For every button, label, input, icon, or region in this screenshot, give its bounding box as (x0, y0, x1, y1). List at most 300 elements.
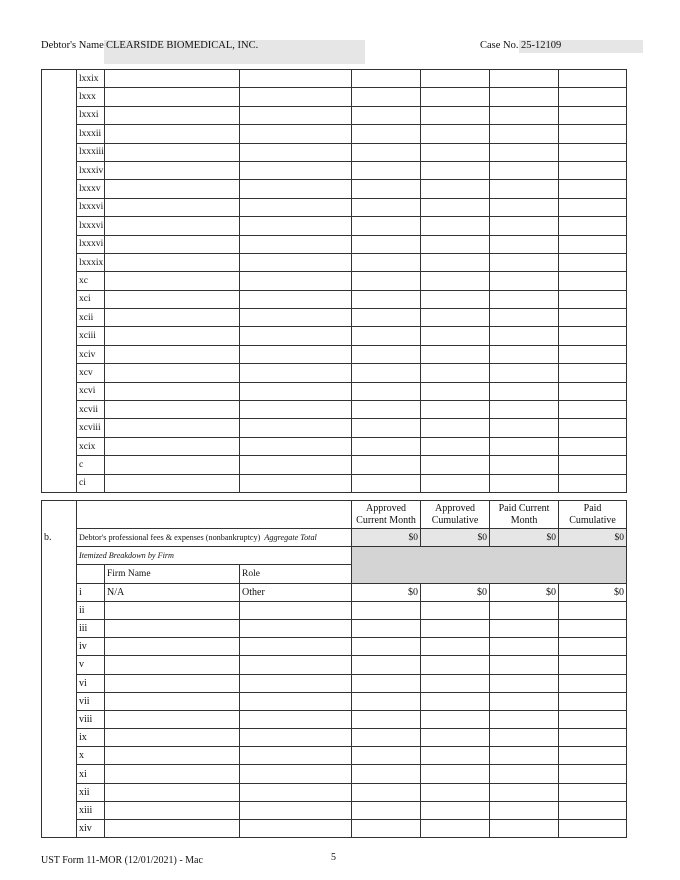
table-cell[interactable] (490, 235, 559, 253)
amount-cell[interactable] (352, 710, 421, 728)
table-cell[interactable] (490, 161, 559, 179)
table-cell[interactable] (105, 235, 240, 253)
total-paid-current-month[interactable]: $0 (490, 529, 559, 547)
amount-cell[interactable] (490, 747, 559, 765)
table-cell[interactable] (240, 125, 352, 143)
table-cell[interactable] (490, 88, 559, 106)
amount-cell[interactable] (559, 729, 627, 747)
amount-cell[interactable] (490, 619, 559, 637)
table-cell[interactable] (105, 345, 240, 363)
amount-cell[interactable]: $0 (490, 583, 559, 601)
table-row (42, 456, 627, 474)
table-cell[interactable] (490, 437, 559, 455)
table-cell[interactable] (352, 437, 421, 455)
table-cell[interactable] (421, 474, 490, 492)
table-cell[interactable] (421, 88, 490, 106)
table-cell[interactable] (105, 309, 240, 327)
table-cell[interactable] (559, 88, 627, 106)
breakdown-label-row (42, 547, 627, 565)
amount-cell[interactable] (421, 674, 490, 692)
firm-name-cell[interactable] (105, 656, 240, 674)
table-row (42, 70, 627, 88)
amount-cell[interactable] (490, 783, 559, 801)
table-cell[interactable] (352, 235, 421, 253)
amount-cell[interactable] (421, 801, 490, 819)
table-cell[interactable] (559, 198, 627, 216)
role-cell[interactable] (240, 783, 352, 801)
table-cell[interactable] (559, 143, 627, 161)
table-cell[interactable] (421, 180, 490, 198)
table-cell[interactable] (421, 125, 490, 143)
row-number: ii (77, 601, 105, 619)
firm-name-cell[interactable] (105, 619, 240, 637)
table-cell[interactable] (240, 180, 352, 198)
amount-cell[interactable]: $0 (352, 583, 421, 601)
table-cell[interactable] (490, 180, 559, 198)
table-cell[interactable] (421, 253, 490, 271)
amount-cell[interactable] (421, 820, 490, 838)
table-cell[interactable] (421, 272, 490, 290)
amount-cell[interactable] (490, 656, 559, 674)
table-cell[interactable] (421, 290, 490, 308)
table-row (42, 364, 627, 382)
table-cell[interactable] (240, 401, 352, 419)
role-cell[interactable] (240, 820, 352, 838)
table-cell[interactable] (105, 161, 240, 179)
table-row (42, 272, 627, 290)
table-cell[interactable] (105, 125, 240, 143)
row-number: lxxxiv (77, 161, 105, 179)
table-row (42, 401, 627, 419)
table-cell[interactable] (105, 106, 240, 124)
table-cell[interactable] (559, 253, 627, 271)
row-number: i (77, 583, 105, 601)
table-cell[interactable] (559, 327, 627, 345)
section-letter: b. (42, 529, 77, 547)
table-cell[interactable] (490, 125, 559, 143)
table-cell[interactable] (421, 198, 490, 216)
row-number: lxxxix (77, 253, 105, 271)
row-number: xcviii (77, 419, 105, 437)
table-cell[interactable] (352, 161, 421, 179)
firm-name-cell[interactable] (105, 747, 240, 765)
table-cell[interactable] (421, 382, 490, 400)
table-cell[interactable] (490, 106, 559, 124)
amount-cell[interactable] (559, 820, 627, 838)
table-cell[interactable] (105, 290, 240, 308)
table-cell[interactable] (105, 272, 240, 290)
table-cell[interactable] (490, 456, 559, 474)
table-cell[interactable] (240, 253, 352, 271)
table-cell[interactable] (240, 88, 352, 106)
table-row (42, 161, 627, 179)
table-cell[interactable] (421, 235, 490, 253)
firm-row (42, 656, 627, 674)
firm-row (42, 820, 627, 838)
table-cell[interactable] (490, 253, 559, 271)
table-cell[interactable] (421, 70, 490, 88)
table-cell[interactable] (352, 401, 421, 419)
row-number: c (77, 456, 105, 474)
amount-cell[interactable] (352, 729, 421, 747)
amount-cell[interactable] (352, 674, 421, 692)
firm-name-cell[interactable]: N/A (105, 583, 240, 601)
table-cell[interactable] (421, 327, 490, 345)
row-number: xcix (77, 437, 105, 455)
table-cell[interactable] (421, 309, 490, 327)
table-cell[interactable] (559, 161, 627, 179)
role-cell[interactable] (240, 656, 352, 674)
amount-cell[interactable] (559, 601, 627, 619)
firm-row (42, 729, 627, 747)
row-number: iv (77, 638, 105, 656)
table-cell[interactable] (352, 345, 421, 363)
table-cell[interactable] (490, 309, 559, 327)
role-cell[interactable] (240, 601, 352, 619)
debtor-name-label: Debtor's Name (41, 40, 104, 51)
table-row (42, 253, 627, 271)
table-cell[interactable] (490, 272, 559, 290)
page-number: 5 (331, 852, 336, 863)
amount-cell[interactable] (490, 692, 559, 710)
table-cell[interactable] (559, 272, 627, 290)
row-number: xc (77, 272, 105, 290)
table-cell[interactable] (105, 180, 240, 198)
table-cell[interactable] (240, 235, 352, 253)
firm-name-cell[interactable] (105, 729, 240, 747)
amount-cell[interactable] (421, 765, 490, 783)
table-cell[interactable] (490, 364, 559, 382)
table-cell[interactable] (352, 70, 421, 88)
row-number: xciii (77, 327, 105, 345)
table-cell[interactable] (240, 272, 352, 290)
table-cell[interactable] (490, 382, 559, 400)
table-cell[interactable] (559, 180, 627, 198)
table-cell[interactable] (240, 456, 352, 474)
table-cell[interactable] (559, 217, 627, 235)
table-cell[interactable] (559, 106, 627, 124)
table-row (42, 217, 627, 235)
firm-row (42, 747, 627, 765)
amount-cell[interactable] (490, 674, 559, 692)
amount-cell[interactable]: $0 (421, 583, 490, 601)
case-number-value: 25-12109 (521, 40, 562, 51)
role-cell[interactable] (240, 729, 352, 747)
table-cell[interactable] (559, 235, 627, 253)
table-cell[interactable] (352, 180, 421, 198)
table-cell[interactable] (352, 125, 421, 143)
table-cell[interactable] (421, 401, 490, 419)
table-cell[interactable] (105, 88, 240, 106)
firm-row (42, 801, 627, 819)
continuation-table (41, 69, 627, 493)
table-cell[interactable] (105, 419, 240, 437)
row-number: xiv (77, 820, 105, 838)
table-cell[interactable] (559, 290, 627, 308)
role-cell[interactable] (240, 801, 352, 819)
table-cell[interactable] (105, 382, 240, 400)
table-cell[interactable] (240, 345, 352, 363)
table-cell[interactable] (105, 70, 240, 88)
table-row (42, 235, 627, 253)
table-row (42, 345, 627, 363)
table-cell[interactable] (559, 345, 627, 363)
table-cell[interactable] (240, 327, 352, 345)
table-cell[interactable] (352, 290, 421, 308)
table-row (42, 419, 627, 437)
table-row (42, 327, 627, 345)
amount-cell[interactable] (559, 692, 627, 710)
amount-cell[interactable] (421, 747, 490, 765)
table-cell[interactable] (240, 419, 352, 437)
amount-cell[interactable] (559, 783, 627, 801)
role-cell[interactable] (240, 710, 352, 728)
amount-cell[interactable] (490, 820, 559, 838)
amount-cell[interactable] (559, 638, 627, 656)
amount-cell[interactable] (490, 801, 559, 819)
row-number: xcii (77, 309, 105, 327)
table-cell[interactable] (105, 253, 240, 271)
table-cell[interactable] (490, 143, 559, 161)
role-cell[interactable] (240, 619, 352, 637)
table-cell[interactable] (559, 70, 627, 88)
total-approved-cumulative[interactable]: $0 (421, 529, 490, 547)
firm-row (42, 765, 627, 783)
table-cell[interactable] (105, 198, 240, 216)
row-number: xiii (77, 801, 105, 819)
table-cell[interactable] (559, 382, 627, 400)
amount-cell[interactable] (490, 765, 559, 783)
table-row (42, 125, 627, 143)
firm-row (42, 583, 627, 601)
shaded-area (352, 547, 627, 583)
table-cell[interactable] (105, 474, 240, 492)
table-cell[interactable] (559, 309, 627, 327)
table-cell[interactable] (105, 437, 240, 455)
table-cell[interactable] (559, 401, 627, 419)
amount-cell[interactable] (352, 638, 421, 656)
amount-cell[interactable] (559, 765, 627, 783)
amount-cell[interactable] (559, 747, 627, 765)
table-cell[interactable] (240, 290, 352, 308)
amount-cell[interactable] (352, 783, 421, 801)
row-number: lxxxvi (77, 217, 105, 235)
row-number: lxxxiii (77, 143, 105, 161)
firm-name-cell[interactable] (105, 638, 240, 656)
amount-cell[interactable] (559, 801, 627, 819)
table-cell[interactable] (490, 290, 559, 308)
total-approved-current-month[interactable]: $0 (352, 529, 421, 547)
table-cell[interactable] (421, 364, 490, 382)
row-number: xci (77, 290, 105, 308)
table-cell[interactable] (421, 456, 490, 474)
amount-cell[interactable] (559, 656, 627, 674)
table-cell[interactable] (240, 198, 352, 216)
aggregate-total-label: Debtor's professional fees & expenses (nonbankruptcy) Aggregate Total (77, 529, 352, 547)
form-identifier: UST Form 11-MOR (12/01/2021) - Mac (41, 855, 203, 866)
table-cell[interactable] (105, 217, 240, 235)
amount-cell[interactable] (352, 656, 421, 674)
firm-row (42, 710, 627, 728)
firm-name-cell[interactable] (105, 674, 240, 692)
table-cell[interactable] (240, 382, 352, 400)
table-cell[interactable] (421, 161, 490, 179)
role-cell[interactable]: Other (240, 583, 352, 601)
role-cell[interactable] (240, 638, 352, 656)
amount-cell[interactable] (490, 638, 559, 656)
col-approved-current-month: Approved Current Month (352, 501, 421, 529)
role-cell[interactable] (240, 692, 352, 710)
table-cell[interactable] (490, 345, 559, 363)
table-cell[interactable] (105, 364, 240, 382)
table-cell[interactable] (559, 419, 627, 437)
amount-cell[interactable] (421, 692, 490, 710)
table-row (42, 437, 627, 455)
firm-row (42, 692, 627, 710)
table-cell[interactable] (559, 474, 627, 492)
table-cell[interactable] (240, 106, 352, 124)
amount-cell[interactable] (421, 619, 490, 637)
firm-name-cell[interactable] (105, 783, 240, 801)
table-cell[interactable] (352, 382, 421, 400)
table-cell[interactable] (490, 327, 559, 345)
table-cell[interactable] (352, 364, 421, 382)
table-cell[interactable] (490, 70, 559, 88)
amount-cell[interactable]: $0 (559, 583, 627, 601)
col-approved-cumulative: Approved Cumulative (421, 501, 490, 529)
amount-cell[interactable] (490, 710, 559, 728)
amount-cell[interactable] (352, 801, 421, 819)
table-row (42, 198, 627, 216)
case-number-label: Case No. (480, 40, 519, 51)
total-paid-cumulative[interactable]: $0 (559, 529, 627, 547)
firm-name-cell[interactable] (105, 692, 240, 710)
row-number: vii (77, 692, 105, 710)
table-row (42, 143, 627, 161)
table-cell[interactable] (240, 143, 352, 161)
role-cell[interactable] (240, 747, 352, 765)
table-cell[interactable] (559, 437, 627, 455)
table-row (42, 88, 627, 106)
table-cell[interactable] (352, 253, 421, 271)
table-cell[interactable] (421, 106, 490, 124)
firm-name-cell[interactable] (105, 765, 240, 783)
itemized-breakdown-label: Itemized Breakdown by Firm (77, 547, 352, 565)
firm-name-cell[interactable] (105, 601, 240, 619)
table-row (42, 180, 627, 198)
table-row (42, 382, 627, 400)
table-cell[interactable] (490, 217, 559, 235)
table-cell[interactable] (352, 143, 421, 161)
row-number: vi (77, 674, 105, 692)
table-cell[interactable] (352, 88, 421, 106)
table-cell[interactable] (240, 309, 352, 327)
table-cell[interactable] (105, 456, 240, 474)
table-cell[interactable] (559, 364, 627, 382)
table-cell[interactable] (490, 401, 559, 419)
firm-name-cell[interactable] (105, 820, 240, 838)
amount-cell[interactable] (490, 729, 559, 747)
amount-cell[interactable] (559, 619, 627, 637)
row-number: lxxxvi (77, 198, 105, 216)
table-cell[interactable] (105, 327, 240, 345)
table-row (42, 474, 627, 492)
table-cell[interactable] (352, 217, 421, 235)
table-cell[interactable] (352, 272, 421, 290)
table-cell[interactable] (240, 364, 352, 382)
firm-row (42, 638, 627, 656)
table-cell[interactable] (352, 327, 421, 345)
firm-row (42, 601, 627, 619)
amount-cell[interactable] (352, 820, 421, 838)
amount-cell[interactable] (490, 601, 559, 619)
row-number: lxxxi (77, 106, 105, 124)
table-cell[interactable] (421, 345, 490, 363)
amount-cell[interactable] (352, 619, 421, 637)
role-cell[interactable] (240, 674, 352, 692)
amount-cell[interactable] (352, 692, 421, 710)
table-cell[interactable] (240, 70, 352, 88)
table-cell[interactable] (352, 309, 421, 327)
table-cell[interactable] (240, 161, 352, 179)
amount-cell[interactable] (559, 674, 627, 692)
table-cell[interactable] (352, 106, 421, 124)
table-cell[interactable] (490, 419, 559, 437)
table-cell[interactable] (352, 419, 421, 437)
amount-cell[interactable] (559, 710, 627, 728)
table-cell[interactable] (240, 474, 352, 492)
table-cell[interactable] (240, 437, 352, 455)
amount-cell[interactable] (421, 729, 490, 747)
row-number: iii (77, 619, 105, 637)
debtor-name-value: CLEARSIDE BIOMEDICAL, INC. (106, 40, 259, 51)
table-cell[interactable] (490, 474, 559, 492)
table-cell[interactable] (105, 143, 240, 161)
table-cell[interactable] (421, 217, 490, 235)
amount-cell[interactable] (421, 783, 490, 801)
firm-name-cell[interactable] (105, 710, 240, 728)
amount-cell[interactable] (421, 656, 490, 674)
table-cell[interactable] (559, 456, 627, 474)
firm-name-cell[interactable] (105, 801, 240, 819)
amount-cell[interactable] (421, 710, 490, 728)
row-number: ci (77, 474, 105, 492)
row-number: viii (77, 710, 105, 728)
row-number: lxxxii (77, 125, 105, 143)
table-cell[interactable] (421, 143, 490, 161)
amount-cell[interactable] (421, 638, 490, 656)
amount-cell[interactable] (352, 765, 421, 783)
table-cell[interactable] (421, 419, 490, 437)
role-cell[interactable] (240, 765, 352, 783)
table-cell[interactable] (352, 474, 421, 492)
firm-name-header: Firm Name (105, 565, 240, 583)
amount-cell[interactable] (352, 747, 421, 765)
row-number: lxxx (77, 88, 105, 106)
firm-row (42, 674, 627, 692)
table-cell[interactable] (240, 217, 352, 235)
amount-cell[interactable] (421, 601, 490, 619)
row-number: xcv (77, 364, 105, 382)
amount-cell[interactable] (352, 601, 421, 619)
table-cell[interactable] (421, 437, 490, 455)
table-cell[interactable] (559, 125, 627, 143)
table-cell[interactable] (105, 401, 240, 419)
row-number: xcvii (77, 401, 105, 419)
table-cell[interactable] (352, 198, 421, 216)
table-cell[interactable] (490, 198, 559, 216)
table-cell[interactable] (352, 456, 421, 474)
